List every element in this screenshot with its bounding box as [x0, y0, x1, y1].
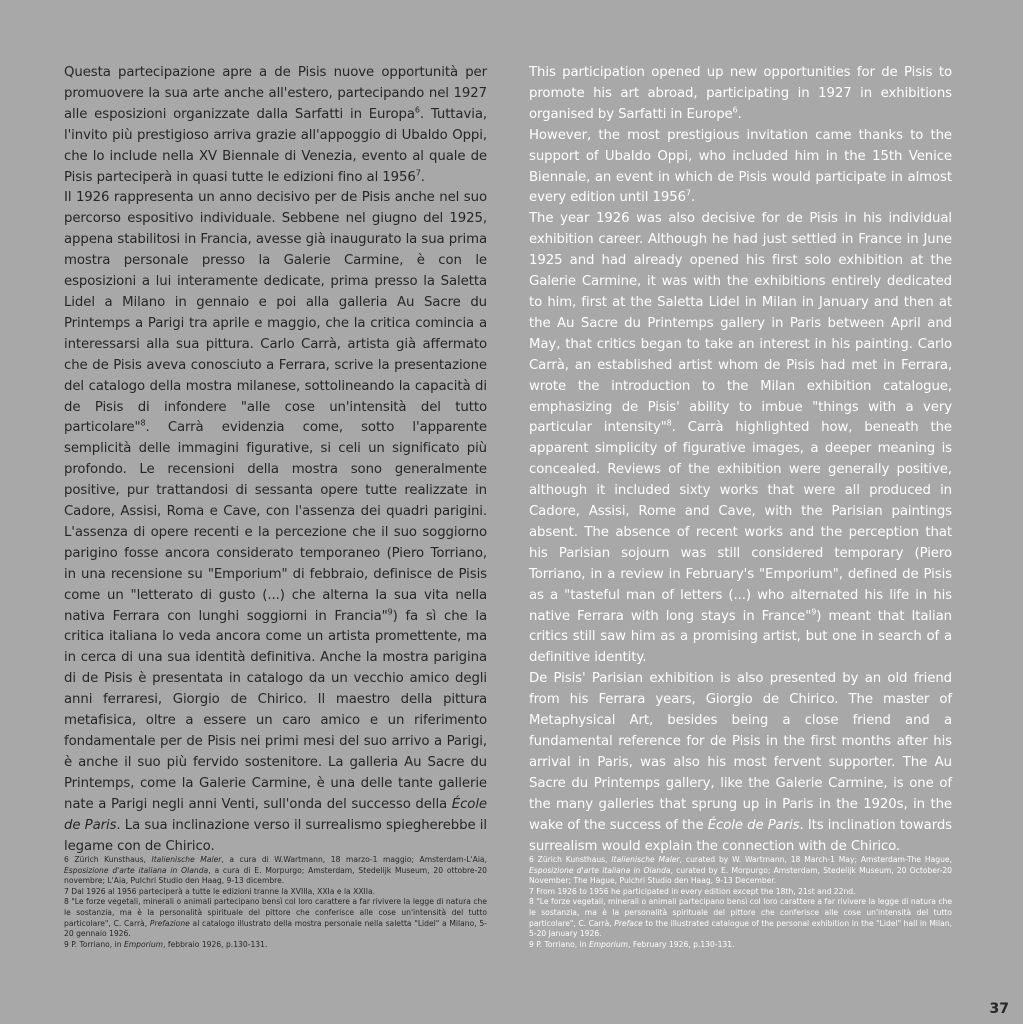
text-run: , curated by W. Wartmann, 18 March-1 May; Amsterdam-The Hague, — [679, 855, 952, 864]
italic-text: Prefazione — [149, 918, 190, 928]
text-run: . Its inclination towards surrealism would explain the connection with de Chirico. — [529, 817, 953, 854]
footnote — [529, 940, 952, 951]
text-run: The year 1926 was also decisive for de Pisis in his individual exhibition career. Although he had just settled in France in June 1925 and had already opened his first solo exhibition at the Galerie Carmine, it was with the exhibitions entirely dedicated to him, first at the Saletta Lidel in Milan in January and then at the Au Sacre du Printemps gallery in Paris between April and May, that critics began to take an interest in his painting. Carlo Carrà, an established artist whom de Pisis had met in Ferrara, wrote the introduction to the Milan exhibition catalogue, emphasizing de Pisis' ability to imbue "things with a very particular intensity" — [529, 211, 952, 436]
footnote-ref: 6 — [414, 105, 420, 115]
text-run: . — [737, 106, 742, 122]
text-run: . La sua inclinazione verso il surrealismo spiegherebbe il legame con de Chirico. — [64, 817, 487, 854]
body-paragraph — [529, 669, 952, 857]
italic-text: École de Paris — [707, 817, 800, 833]
text-run: . Carrà highlighted how, beneath the apparent simplicity of figurative images, a deeper meaning is concealed. Reviews of the exhibition were generally positive, although it included sixty works that were all produced in Cadore, Assisi, Rome and Cave, with the Parisian paintings absent. The absence of recent works and the perception that his Parisian sojourn was still considered temporary (Piero Torriano, in a review in February's "Emporium", defined de Pisis as a "tasteful man of letters (...) who alternated his life in his native Ferrara with long stays in France" — [529, 420, 952, 624]
footnote — [529, 897, 952, 939]
italic-text: Preface — [614, 918, 643, 928]
text-run: 8 "Le forze vegetali, minerali o animali partecipano bensì col loro carattere a far rivivere la legge di natura che le sostanzia, ma è la personalità spirituale del pittore che conferisce alle cose un'intensità del tutto particolare", C. Carrà, — [529, 897, 952, 928]
footnote-ref: 7 — [415, 168, 421, 178]
text-run: , curated by E. Morpurgo; Amsterdam, Stedelijk Museum, 20 October-20 November; The Hague, Pulchri Studio den Haag, 9-13 December. — [529, 865, 953, 886]
footnote-ref: 6 — [732, 105, 738, 115]
text-run: . Carrà evidenzia come, sotto l'apparente semplicità delle immagini figurative, si celi un significato più profondo. Le recensioni della mostra sono generalmente positive, pur trattandosi di sessanta opere tutte realizzate in Cadore, Assisi, Roma e Cave, con l'assenza dei quadri parigini. L'assenza di opere recenti e la percezione che il suo soggiorno parigino fosse ancora considerato temporaneo (Piero Torriano, in una recensione su "Emporium" di febbraio, definisce de Pisis come un "letterato di gusto (...) che alterna la sua vita nella nativa Ferrara con lunghi soggiorni in Francia" — [64, 420, 487, 624]
text-run: , a cura di E. Morpurgo; Amsterdam, Stedelijk Museum, 20 ottobre-20 novembre; L'Aia, Pulchri Studio den Haag, 9-13 dicembre. — [64, 865, 487, 886]
italic-text: Esposizione d'arte italiana in Olanda — [64, 865, 209, 875]
text-run: . Tuttavia, l'invito più prestigioso arriva grazie all'appoggio di Ubaldo Oppi, che lo include nella XV Biennale di Venezia, evento al quale de Pisis parteciperà in quasi tutte le edizioni fino al 1956 — [64, 106, 488, 185]
footnote — [529, 887, 952, 898]
text-run: ) fa sì che la critica italiana lo veda ancora come un artista promettente, ma in cerca di una sua identità definitiva. Anche la mostra parigina di de Pisis è presentata in catalogo da un vecchio amico degli anni ferraresi, Giorgio de Chirico. Il maestro della pittura metafisica, oltre a essere un caro amico e un riferimento fondamentale per de Pisis nei primi mesi del suo arrivo a Parigi, è anche il suo più fervido sostenitore. La galleria Au Sacre du Printemps, come la Galerie Carmine, è una delle tante gallerie nate a Parigi negli anni Venti, sull'onda del successo della — [64, 608, 487, 812]
english-column — [529, 63, 952, 857]
text-run: . — [420, 169, 425, 185]
footnote — [529, 855, 952, 887]
footnote — [64, 887, 487, 898]
text-run: , febbraio 1926, p.130-131. — [163, 939, 268, 949]
footnote-ref: 7 — [685, 189, 691, 199]
body-paragraph — [529, 126, 952, 210]
body-paragraph — [64, 188, 487, 857]
footnote — [64, 940, 487, 951]
italian-body — [64, 63, 487, 857]
text-run: 6 Zürich Kunsthaus, — [529, 855, 612, 864]
text-run: Questa partecipazione apre a de Pisis nuove opportunità per promuovere la sua arte anche all'estero, partecipando nel 1927 alle esposizioni organizzate dalla Sarfatti in Europa — [64, 65, 487, 122]
text-run: 6 Zürich Kunsthaus, — [64, 855, 152, 864]
italic-text: École de Paris — [64, 796, 487, 833]
text-run: However, the most prestigious invitation came thanks to the support of Ubaldo Oppi, who included him in the 15th Venice Biennale, an event in which de Pisis would participate in almost every edition until 1956 — [529, 127, 952, 206]
text-run: , a cura di W.Wartmann, 18 marzo-1 maggio; Amsterdam-L'Aia, — [221, 855, 487, 864]
body-paragraph — [529, 63, 952, 126]
footnote — [64, 897, 487, 939]
footnote — [64, 855, 487, 887]
text-run: This participation opened up new opportunities for de Pisis to promote his art abroad, participating in 1927 in exhibitions organised by Sarfatti in Europe — [529, 65, 952, 122]
text-run: De Pisis' Parisian exhibition is also presented by an old friend from his Ferrara years, Giorgio de Chirico. The master of Metaphysical Art, besides being a close friend and a fundamental reference for de Pisis in the first months after his arrival in Paris, was also his most fervent supporter. The Au Sacre du Printemps gallery, like the Galerie Carmine, is one of the many galleries that sprung up in Paris in the 1920s, in the wake of the success of the — [529, 671, 952, 833]
footnote-ref: 9 — [387, 607, 393, 617]
english-body — [529, 63, 952, 857]
italic-text: Italienische Maler — [151, 855, 222, 864]
italic-text: Emporium — [588, 939, 629, 949]
text-run: 9 P. Torriano, in — [529, 939, 589, 949]
footnote-ref: 9 — [811, 607, 817, 617]
text-run: al catalogo illustrato della mostra personale nella saletta "Lidel" a Milano, 5-20 gennaio 1926. — [64, 918, 487, 939]
footnote-ref: 8 — [666, 418, 672, 428]
italic-text: Emporium — [123, 939, 164, 949]
text-run: ) meant that Italian critics still saw him as a promising artist, but one in search of a definitive identity. — [529, 608, 952, 666]
footnote-ref: 8 — [140, 418, 146, 428]
text-run: 9 P. Torriano, in — [64, 939, 124, 949]
english-footnotes — [529, 855, 952, 950]
text-run: 7 Dal 1926 al 1956 parteciperà a tutte le edizioni tranne la XVIIIa, XXIa e la XXIIa. — [64, 886, 376, 896]
italic-text: Esposizione d'arte italiana in Olanda — [529, 865, 671, 875]
page-number: 37 — [989, 1001, 1009, 1017]
text-run: 8 "Le forze vegetali, minerali o animali partecipano bensì col loro carattere a far rivivere la legge di natura che le sostanzia, ma è la personalità spirituale del pittore che conferisce alle cose un'intensità del tutto particolare", C. Carrà, — [64, 897, 487, 928]
text-run: 7 From 1926 to 1956 he participated in every edition except the 18th, 21st and 22nd. — [529, 886, 856, 896]
text-run: Il 1926 rappresenta un anno decisivo per de Pisis anche nel suo percorso espositivo individuale. Sebbene nel giugno del 1925, appena stabilitosi in Francia, avesse già inaugurato la sua prima mostra personale presso la Galerie Carmine, è con le esposizioni a lui interamente dedicate, prima presso la Saletta Lidel a Milano in gennaio e poi alla galleria Au Sacre du Printemps a Parigi tra aprile e maggio, che la critica comincia a interessarsi alla sua pittura. Carlo Carrà, artista già affermato che de Pisis aveva conosciuto a Ferrara, scrive la presentazione del catalogo della mostra milanese, sottolineando la capacità di de Pisis di infondere "alle cose un'intensità del tutto particolare" — [64, 190, 487, 436]
italic-text: Italienische Maler — [611, 855, 680, 864]
text-run: . — [690, 190, 696, 206]
body-paragraph — [64, 63, 487, 188]
body-paragraph — [529, 209, 952, 669]
text-run: to the illustrated catalogue of the personal exhibition in the "Lidel" hall in Milan, 5-20 January 1926. — [529, 918, 952, 939]
italian-footnotes — [64, 855, 487, 950]
text-run: , February 1926, p.130-131. — [628, 939, 735, 949]
italian-column — [64, 63, 487, 857]
